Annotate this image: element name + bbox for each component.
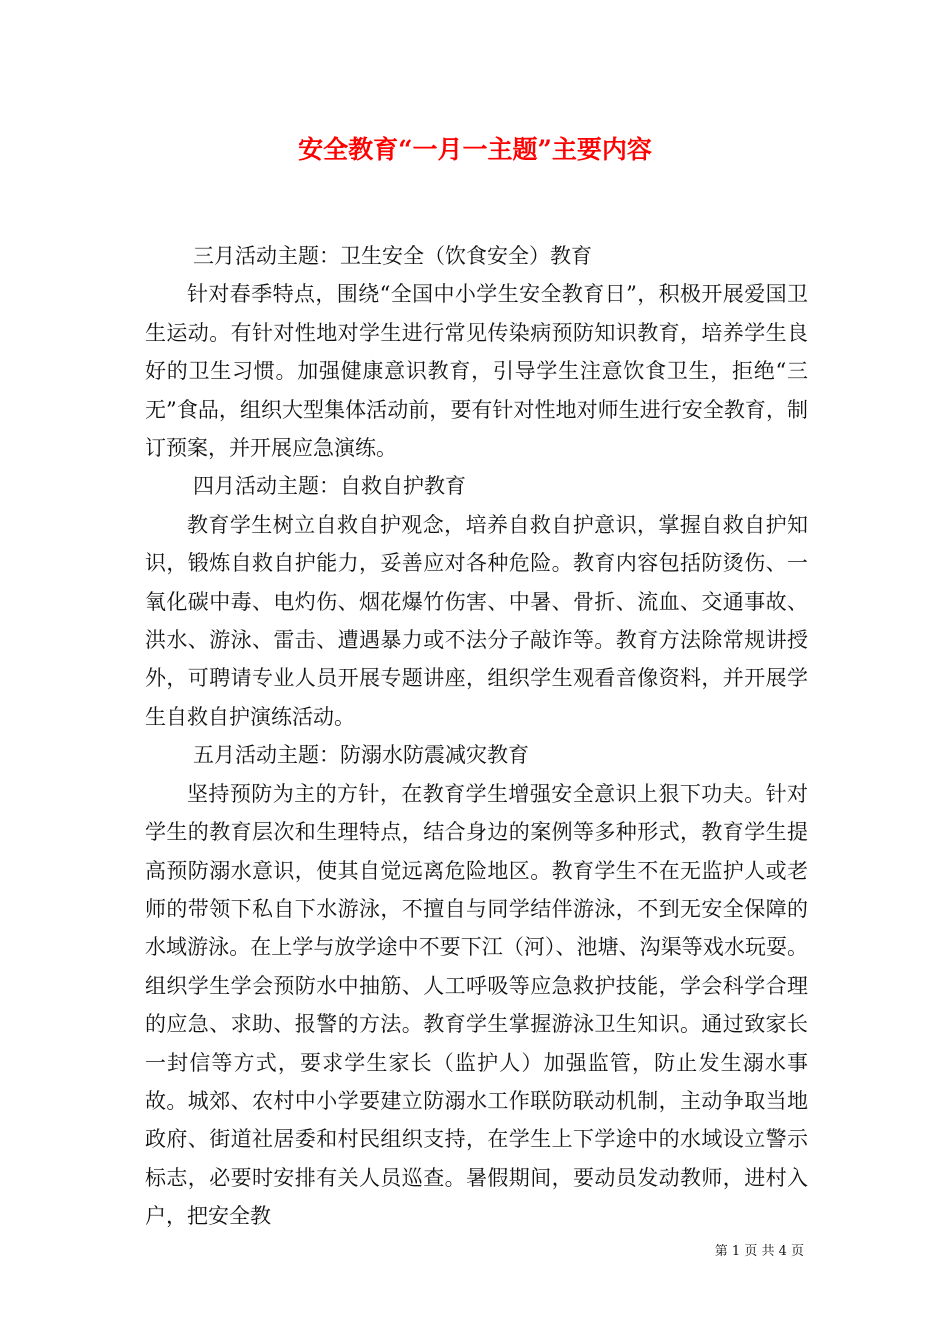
- section-heading-april: 四月活动主题：自救自护教育: [193, 474, 466, 499]
- document-body: [145, 237, 808, 1236]
- paragraph-april: 教育学生树立自救自护观念，培养自救自护意识，掌握自救自护知识，锻炼自救自护能力，妥善应对各种危险。教育内容包括防烫伤、一氧化碳中毒、电灼伤、烟花爆竹伤害、中暑、骨折、流血、交通事故、洪水、游泳、雷击、遭遇暴力或不法分子敲诈等。教育方法除常规讲授外，可聘请专业人员开展专题讲座，组织学生观看音像资料，并开展学生自救自护演练活动。: [145, 512, 808, 729]
- page-number-footer: 第 1 页 共 4 页: [714, 1244, 804, 1259]
- document-title: 安全教育“一月一主题”主要内容: [298, 135, 652, 164]
- paragraph-may: 坚持预防为主的方针，在教育学生增强安全意识上狠下功夫。针对学生的教育层次和生理特点，结合身边的案例等多种形式，教育学生提高预防溺水意识，使其自觉远离危险地区。教育学生不在无监护人或老师的带领下私自下水游泳，不擅自与同学结伴游泳，不到无安全保障的水域游泳。在上学与放学途中不要下江（河）、池塘、沟渠等戏水玩耍。组织学生学会预防水中抽筋、人工呼吸等应急救护技能，学会科学合理的应急、求助、报警的方法。教育学生掌握游泳卫生知识。通过致家长一封信等方式，要求学生家长（监护人）加强监管，防止发生溺水事故。城郊、农村中小学要建立防溺水工作联防联动机制，主动争取当地政府、街道社居委和村民组织支持，在学生上下学途中的水域设立警示标志，必要时安排有关人员巡查。暑假期间，要动员发动教师，进村入户，把安全教: [145, 781, 808, 1229]
- paragraph-march: 针对春季特点，围绕“全国中小学生安全教育日”，积极开展爱国卫生运动。有针对性地对学生进行常见传染病预防知识教育，培养学生良好的卫生习惯。加强健康意识教育，引导学生注意饮食卫生，拒绝“三无”食品，组织大型集体活动前，要有针对性地对师生进行安全教育，制订预案，并开展应急演练。: [145, 282, 808, 461]
- section-heading-may: 五月活动主题：防溺水防震减灾教育: [193, 743, 529, 768]
- section-heading-march: 三月活动主题：卫生安全（饮食安全）教育: [193, 244, 592, 268]
